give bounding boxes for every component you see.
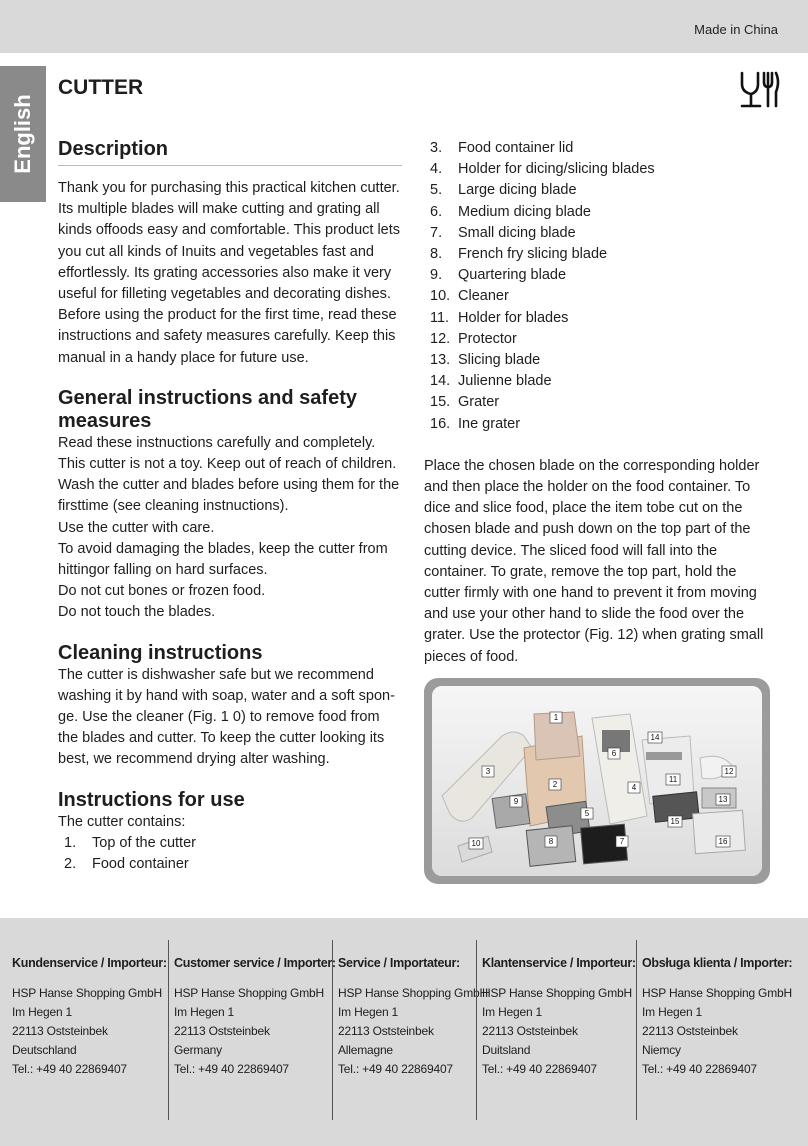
safety-line: Read these instnuctions carefully and completely. (58, 434, 376, 451)
safety-line: Do not touch the blades. (58, 604, 216, 621)
figure-label: 8 (548, 836, 554, 846)
list-item: 12. Protector (430, 330, 517, 347)
list-item: 1. Top of the cutter (64, 834, 196, 851)
footer-col-fr (332, 940, 488, 1120)
footer (0, 918, 808, 1146)
footer-line: HSP Hanse Shopping GmbH (482, 986, 632, 1000)
footer-line: Im Hegen 1 (174, 1005, 235, 1019)
top-bar (0, 0, 808, 53)
list-item: 14. Julienne blade (430, 373, 552, 390)
safety-line: This cutter is not a toy. Keep out of reach of children. (58, 456, 397, 473)
footer-line: 22113 Oststeinbek (642, 1024, 738, 1038)
figure-label: 3 (485, 766, 491, 776)
figure-label: 10 (471, 838, 481, 848)
safety-line: Do not cut bones or frozen food. (58, 583, 266, 600)
footer-line: Im Hegen 1 (642, 1005, 703, 1019)
description-heading: Description (58, 138, 402, 166)
safety-line: To avoid damaging the blades, keep the cutter from hittingor falling on hard surfaces. (58, 540, 388, 579)
figure-label: 12 (724, 766, 734, 776)
footer-col-en (168, 940, 336, 1120)
footer-line: 22113 Oststeinbek (482, 1024, 578, 1038)
list-item: 10. Cleaner (430, 288, 509, 305)
cleaning-text: The cutter is dishwasher safe but we recommend washing it by hand with soap, water and a soft spon-ge. Use the cleaner (Fig. 1 0) to remove food from the blades and cutter. To keep the cutter looking its best, we recommend drying alter washing. (58, 666, 395, 768)
footer-line: Tel.: +49 40 22869407 (338, 1062, 453, 1076)
list-item: 16. Ine grater (430, 415, 521, 432)
safety-line: Wash the cutter and blades before using them for the firsttime (see cleaning instnuctions). (58, 477, 400, 515)
figure-label: 6 (611, 748, 617, 758)
list-item: 5. Large dicing blade (430, 182, 577, 199)
footer-heading: Kundenservice / Importeur: (12, 956, 167, 970)
description-text: Thank you for purchasing this practical kitchen cutter. Its multiple blades will make cutting and grating all kinds offoods easy and comfortable. This product lets you cut all kinds of Inuits and vegetables fast and effortlessly. Its grating accessories also make it very useful for filleting vegetables and decorating dishes. Before using the product for the first time, read these instructions and safety measures carefully. Keep this manual in a handy place for future use. (58, 180, 401, 366)
figure-label: 9 (513, 796, 519, 806)
safety-lines (58, 433, 402, 624)
footer-line: 22113 Oststeinbek (174, 1024, 270, 1038)
footer-line: Deutschland (12, 1043, 77, 1057)
footer-line: 22113 Oststeinbek (338, 1024, 434, 1038)
figure-label: 4 (631, 782, 637, 792)
safety-line: Use the cutter with care. (58, 519, 215, 536)
figure-label: 7 (619, 836, 625, 846)
footer-heading: Klantenservice / Importeur: (482, 956, 636, 970)
footer-line: 22113 Oststeinbek (12, 1024, 108, 1038)
figure-label: 16 (718, 836, 728, 846)
footer-heading: Customer service / Importer: (174, 956, 336, 970)
parts-list-start (58, 833, 402, 875)
list-item: 6. Medium dicing blade (430, 203, 591, 220)
footer-line: Im Hegen 1 (338, 1005, 399, 1019)
figure-label: 2 (552, 779, 558, 789)
footer-line: HSP Hanse Shopping GmbH (338, 986, 488, 1000)
footer-line: Allemagne (338, 1043, 393, 1057)
food-safe-icon (738, 68, 780, 110)
list-item: 15. Grater (430, 394, 500, 411)
footer-line: Tel.: +49 40 22869407 (642, 1062, 757, 1076)
list-item: 2. Food container (64, 856, 189, 873)
footer-line: Tel.: +49 40 22869407 (12, 1062, 127, 1076)
product-photo (432, 686, 762, 876)
footer-line: Duitsland (482, 1043, 531, 1057)
figure-label: 1 (553, 712, 559, 722)
footer-col-pl (636, 940, 802, 1120)
footer-heading: Service / Importateur: (338, 956, 460, 970)
right-column (424, 138, 770, 884)
language-tab (0, 66, 46, 202)
figure-label: 15 (670, 816, 680, 826)
list-item: 7. Small dicing blade (430, 224, 576, 241)
footer-heading: Obsługa klienta / Importer: (642, 956, 793, 970)
list-item: 11. Holder for blades (430, 309, 569, 326)
cleaning-heading: Cleaning instructions (58, 641, 263, 664)
made-in-label: Made in China (694, 22, 778, 37)
figure-label: 14 (650, 732, 660, 742)
footer-line: Niemcy (642, 1043, 681, 1057)
left-column (58, 138, 402, 875)
figure-label: 11 (668, 774, 678, 784)
figure-label: 13 (718, 794, 728, 804)
list-item: 4. Holder for dicing/slicing blades (430, 161, 655, 178)
figure-label: 5 (584, 808, 590, 818)
footer-line: Germany (174, 1043, 222, 1057)
footer-line: HSP Hanse Shopping GmbH (12, 986, 162, 1000)
footer-line: Tel.: +49 40 22869407 (482, 1062, 597, 1076)
usage-heading: Instructions for use (58, 788, 245, 811)
footer-col-nl (476, 940, 636, 1120)
document-title: CUTTER (58, 76, 144, 99)
parts-list-continued (424, 138, 770, 435)
footer-line: Im Hegen 1 (12, 1005, 73, 1019)
safety-heading: General instructions and safety measures (58, 386, 357, 432)
usage-intro: The cutter contains: (58, 813, 186, 830)
footer-line: HSP Hanse Shopping GmbH (642, 986, 792, 1000)
list-item: 3. Food container lid (430, 140, 574, 156)
list-item: 8. French fry slicing blade (430, 246, 608, 263)
footer-line: HSP Hanse Shopping GmbH (174, 986, 324, 1000)
product-figure (424, 678, 770, 884)
list-item: 9. Quartering blade (430, 267, 567, 284)
usage-text: Place the chosen blade on the corresponding holder and then place the holder on the food container. To dice and slice food, place the item tobe cut on the chosen blade and push down on the top part of the cutting device. The sliced food will fall into the container. To grate, remove the top part, hold the cutter firmly with one hand to prevent it from moving and use your other hand to slide the food over the grater. Use the protector (Fig. 12) when grating small pieces of food. (424, 457, 764, 665)
list-item: 13. Slicing blade (430, 352, 541, 369)
language-tab-label: English (10, 94, 35, 174)
footer-col-de (12, 940, 168, 1120)
footer-line: Tel.: +49 40 22869407 (174, 1062, 289, 1076)
footer-line: Im Hegen 1 (482, 1005, 543, 1019)
